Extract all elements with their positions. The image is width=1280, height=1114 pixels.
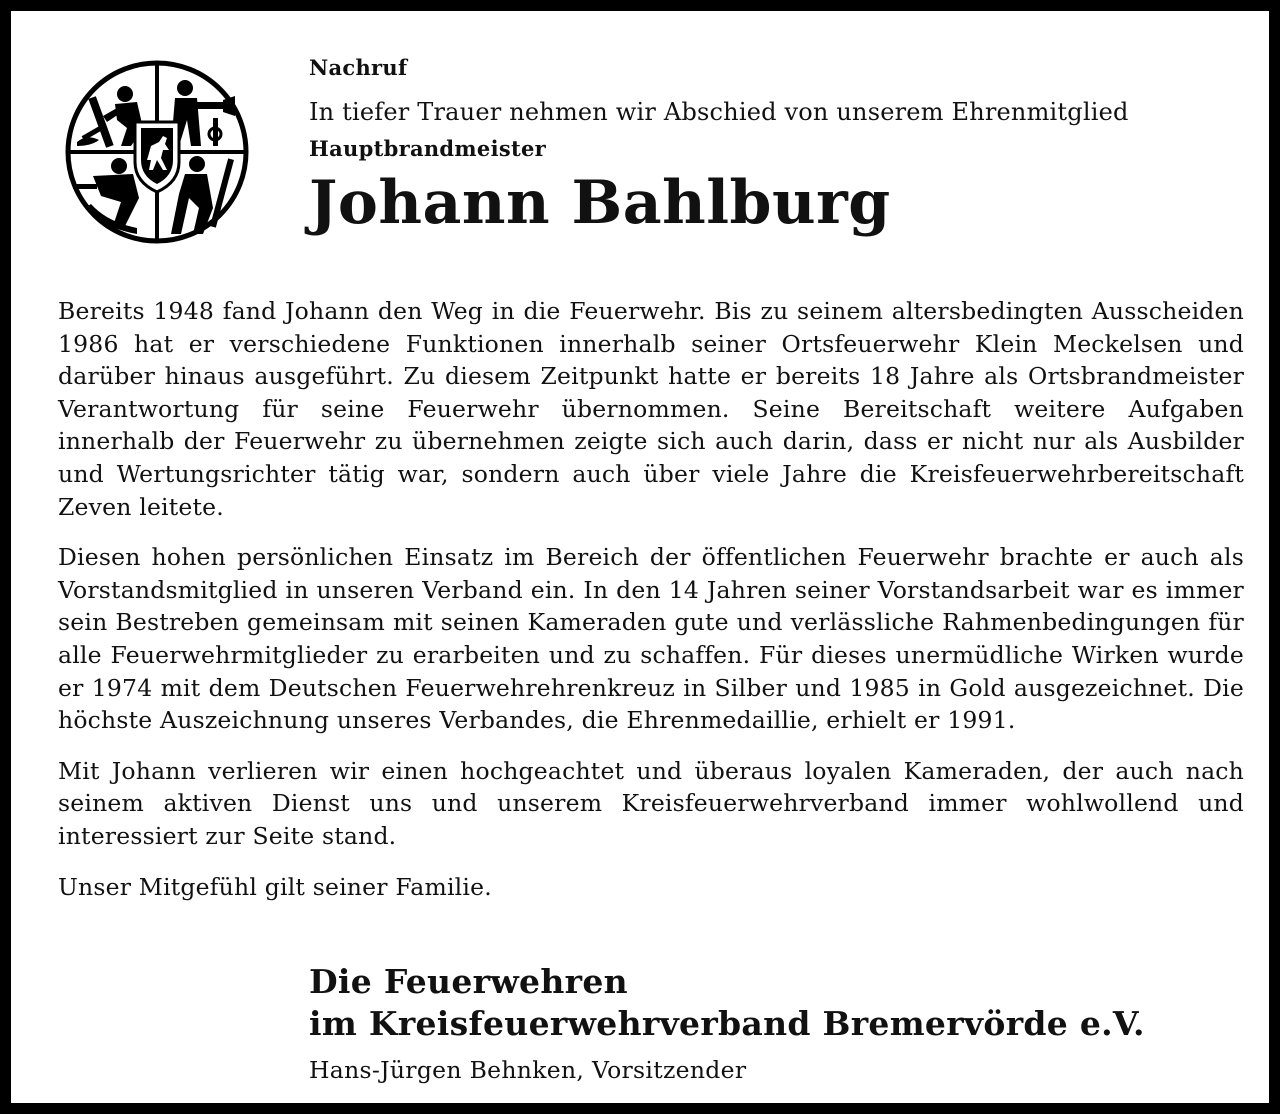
- heading-block: [309, 51, 1249, 238]
- organization-name-line1: Die Feuerwehren: [309, 962, 628, 1001]
- organization-name-line2: im Kreisfeuerwehrverband Bremervörde e.V.: [309, 1004, 1145, 1043]
- obituary-body: [58, 295, 1244, 921]
- intro-text: In tiefer Trauer nehmen wir Abschied von unserem Ehrenmitglied: [309, 98, 1129, 126]
- obituary-label: Nachruf: [309, 55, 408, 80]
- signer-name: Hans-Jürgen Behnken, Vorsitzender: [309, 1056, 747, 1084]
- fire-brigade-emblem-icon: [63, 58, 251, 246]
- paragraph: Bereits 1948 fand Johann den Weg in die Feuerwehr. Bis zu seinem altersbedingten Ausscheiden 1986 hat er verschiedene Funktionen innerhalb seiner Ortsfeuerwehr Klein Meckelsen und darüber hinaus ausgeführt. Zu diesem Zeitpunkt hatte er bereits 18 Jahre als Ortsbrandmeister Verantwortung für seine Feuerwehr übernommen. Seine Bereitschaft weitere Aufgaben innerhalb der Feuerwehr zu übernehmen zeigte sich auch darin, dass er nicht nur als Ausbilder und Wertungsrichter tätig war, sondern auch über viele Jahre die Kreisfeuerwehrbereitschaft Zeven leitete.: [58, 297, 1244, 521]
- paragraph: Unser Mitgefühl gilt seiner Familie.: [58, 872, 492, 901]
- signature-block: [309, 961, 1249, 1087]
- deceased-name: Johann Bahlburg: [309, 168, 891, 238]
- paragraph: Diesen hohen persönlichen Einsatz im Bereich der öffentlichen Feuerwehr brachte er auch als Vorstandsmitglied in unseren Verband ein. In den 14 Jahren seiner Vorstandsarbeit war es immer sein Bestreben gemeinsam mit seinen Kameraden gute und verlässliche Rahmenbedingungen für alle Feuerwehrmitglieder zu erarbeiten und zu schaffen. Für dieses unermüdliche Wirken wurde er 1974 mit dem Deutschen Feuerwehrehrenkreuz in Silber und 1985 in Gold ausgezeichnet. Die höchste Auszeichnung unseres Verbandes, die Ehrenmedaillie, erhielt er 1991.: [58, 543, 1244, 735]
- paragraph: Mit Johann verlieren wir einen hochgeachtet und überaus loyalen Kameraden, der auch nach seinem aktiven Dienst uns und unserem Kreisfeuerwehrverband immer wohlwollend und interessiert zur Seite stand.: [58, 756, 1244, 850]
- rank-title: Hauptbrandmeister: [309, 136, 547, 161]
